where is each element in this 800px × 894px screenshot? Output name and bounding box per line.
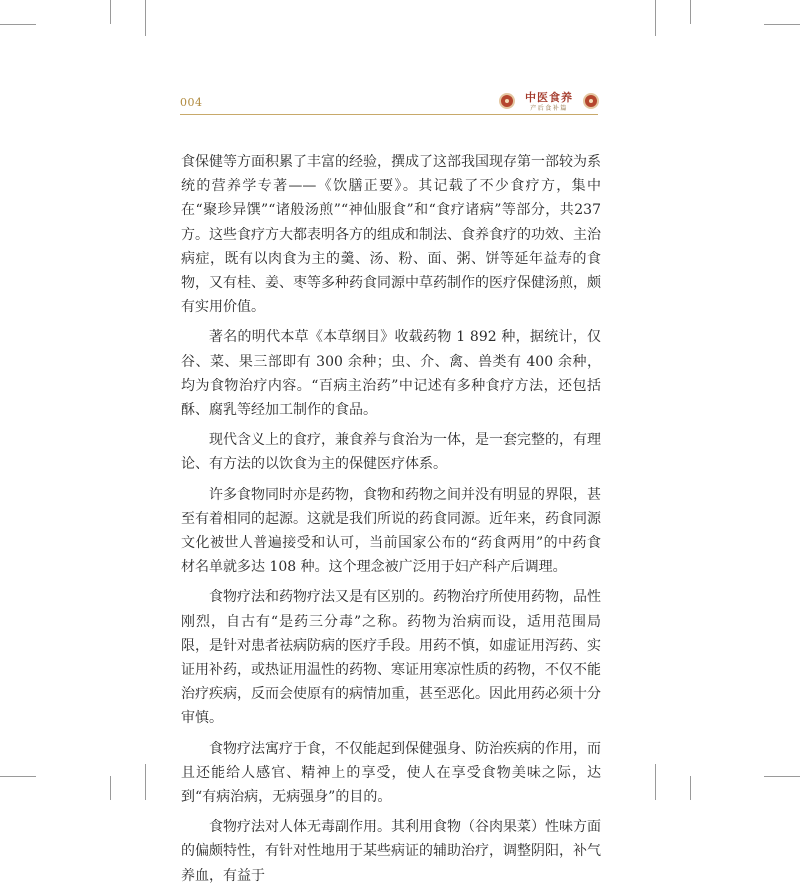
paragraph: 许多食物同时亦是药物，食物和药物之间并没有明显的界限，甚至有着相同的起源。这就是我们所说的药食同源。近年来，药食同源文化被世人普遍接受和认可，当前国家公布的“药食两用”的中药食材名单就多达 108 种。这个理念被广泛用于妇产科产后调理。	[181, 486, 601, 576]
paragraph: 食物疗法和药物疗法又是有区别的。药物治疗所使用药物，品性刚烈，自古有“是药三分毒”之称。药物为治病而设，适用范围局限，是针对患者祛病防病的医疗手段。用药不慎，如虚证用泻药、实证用补药，或热证用温性的药物、寒证用寒凉性质的药物，不仅不能治疗疾病，反而会使原有的病情加重，甚至恶化。因此用药必须十分审慎。	[181, 589, 601, 727]
crop-mark-top-left	[145, 0, 146, 36]
crop-mark-right-top	[764, 24, 800, 25]
paragraph: 著名的明代本草《本草纲目》收载药物 1 892 种，据统计，仅谷、菜、果三部即有 300 余种；虫、介、禽、兽类有 400 余种，均为食物治疗内容。“百病主治药”中记述有多种食疗方法，还包括酥、腐乳等经加工制作的食品。	[181, 329, 601, 419]
paragraph: 食物疗法寓疗于食，不仅能起到保健强身、防治疾病的作用，而且还能给人感官、精神上的享受，使人在享受食物美味之际，达到“有病治病，无病强身”的目的。	[181, 740, 601, 806]
crop-mark-bottom-left	[145, 764, 146, 800]
crop-mark-left-top	[0, 24, 36, 25]
crop-mark-top-right	[655, 0, 656, 36]
crop-mark-top-right-outer	[690, 0, 691, 24]
series-logo	[497, 88, 601, 116]
paragraph: 现代含义上的食疗，兼食养与食治为一体，是一套完整的，有理论、有方法的以饮食为主的保健医疗体系。	[181, 432, 601, 473]
series-title: 中医食养	[525, 91, 573, 104]
crop-mark-left-bottom	[0, 776, 36, 777]
page-number: 004	[180, 96, 203, 109]
crop-mark-top-left-outer	[110, 0, 111, 24]
ornament-icon	[583, 93, 599, 109]
ornament-icon	[499, 93, 515, 109]
crop-mark-right-bottom	[764, 776, 800, 777]
paragraph: 食保健等方面积累了丰富的经验，撰成了这部我国现存第一部较为系统的营养学专著——《饮膳正要》。其记载了不少食疗方，集中在“聚珍异馔”“诸般汤煎”“神仙服食”和“食疗诸病”等部分，共237方。这些食疗方大都表明各方的组成和制法、食养食疗的功效、主治病症，既有以肉食为主的羹、汤、粉、面、粥、饼等延年益寿的食物，又有桂、姜、枣等多种药食同源中草药制作的医疗保健汤煎，颇有实用价值。	[181, 154, 601, 316]
series-subtitle: 产后食补篇	[530, 105, 568, 112]
body-text	[181, 150, 601, 894]
paragraph: 食物疗法对人体无毒副作用。其利用食物（谷肉果菜）性味方面的偏颇特性，有针对性地用于某些病证的辅助治疗，调整阴阳，补气养血，有益于	[181, 819, 601, 884]
crop-mark-bottom-right-outer	[690, 776, 691, 800]
crop-mark-bottom-right	[655, 764, 656, 800]
crop-mark-bottom-left-outer	[110, 776, 111, 800]
